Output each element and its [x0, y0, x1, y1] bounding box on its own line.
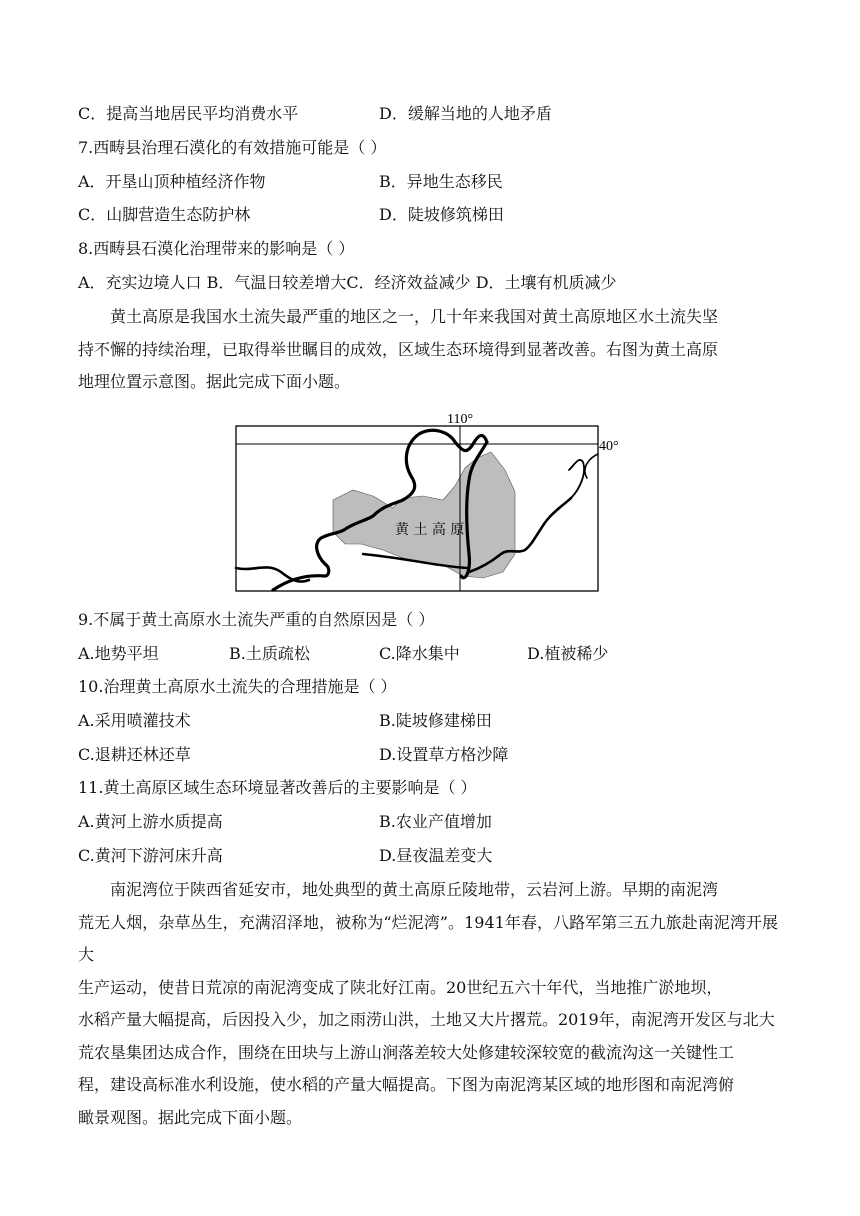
q8-options: A．充实边境人口 B．气温日较差增大C．经济效益减少 D．土壤有机质减少 [78, 273, 617, 292]
q11-option-c: C.黄河下游河床升高 [78, 846, 223, 865]
q7-option-a: A．开垦山顶种植经济作物 [78, 172, 266, 191]
q11-option-a: A.黄河上游水质提高 [78, 812, 223, 831]
passage1-line-1: 黄土高原是我国水土流失最严重的地区之一，几十年来我国对黄土高原地区水土流失坚 [110, 307, 719, 326]
latitude-label: 40° [599, 439, 619, 454]
q8-stem: 8.西畴县石漠化治理带来的影响是（ ） [78, 239, 355, 258]
passage1-line-2: 持不懈的持续治理，已取得举世瞩目的成效，区域生态环境得到显著改善。右图为黄土高原 [78, 339, 719, 359]
coastline [569, 460, 584, 498]
loess-plateau-region [333, 452, 515, 578]
q11-option-b: B.农业产值增加 [379, 812, 492, 831]
coastline-north [585, 454, 598, 478]
q9-option-d: D.植被稀少 [527, 644, 609, 663]
passage-loess-plateau [78, 301, 778, 399]
q11-option-d: D.昼夜温差变大 [379, 846, 493, 865]
q10-option-d: D.设置草方格沙障 [379, 745, 509, 764]
q7-option-c: C．山脚营造生态防护林 [78, 205, 251, 224]
q7-option-b: B．异地生态移民 [379, 172, 503, 191]
q10-option-c: C.退耕还林还草 [78, 745, 191, 764]
passage-nanniwan [78, 874, 778, 1134]
q10-stem: 10.治理黄土高原水土流失的合理措施是（ ） [78, 677, 397, 696]
q9-stem: 9.不属于黄土高原水土流失严重的自然原因是（ ） [78, 610, 435, 629]
longitude-label: 110° [447, 412, 474, 427]
q9-option-a: A.地势平坦 [78, 644, 159, 663]
passage2-line-2: 荒无人烟，杂草丛生，充满沼泽地，被称为“烂泥湾”。1941年春，八路军第三五九旅赴南泥湾开展大 [78, 912, 778, 964]
q6-option-d: D．缓解当地的人地矛盾 [379, 104, 552, 123]
q6-option-c: C．提高当地居民平均消费水平 [78, 104, 299, 123]
passage2-line-7: 瞰景观图。据此完成下面小题。 [78, 1107, 303, 1127]
q7-stem: 7.西畴县治理石漠化的有效措施可能是（ ） [78, 138, 387, 157]
passage1-line-3: 地理位置示意图。据此完成下面小题。 [78, 372, 351, 391]
passage2-line-6: 程，建设高标准水利设施，使水稻的产量大幅提高。下图为南泥湾某区域的地形图和南泥湾俯 [78, 1075, 735, 1094]
q9-option-b: B.土质疏松 [229, 644, 310, 663]
region-label: 黄 土 高 原 [395, 522, 465, 538]
q9-option-c: C.降水集中 [379, 644, 460, 663]
passage2-line-1: 南泥湾位于陕西省延安市，地处典型的黄土高原丘陵地带，云岩河上游。早期的南泥湾 [110, 880, 719, 899]
q7-option-d: D．陡坡修筑梯田 [379, 205, 504, 224]
q10-option-b: B.陡坡修建梯田 [379, 711, 492, 730]
passage2-line-3: 生产运动，使昔日荒凉的南泥湾变成了陕北好江南。20世纪五六十年代，当地推广淤地坝， [78, 977, 723, 997]
loess-plateau-map [233, 404, 633, 596]
q10-option-a: A.采用喷灌技术 [78, 711, 191, 730]
passage2-line-5: 荒农垦集团达成合作，围绕在田块与上游山涧落差较大处修建较深较宽的截流沟这一关键性工 [78, 1042, 735, 1062]
q11-stem: 11.黄土高原区域生态环境显著改善后的主要影响是（ ） [78, 778, 477, 797]
passage2-line-4: 水稻产量大幅提高，后因投入少，加之雨涝山洪，土地又大片撂荒。2019年，南泥湾开发区与北大 [78, 1010, 775, 1029]
